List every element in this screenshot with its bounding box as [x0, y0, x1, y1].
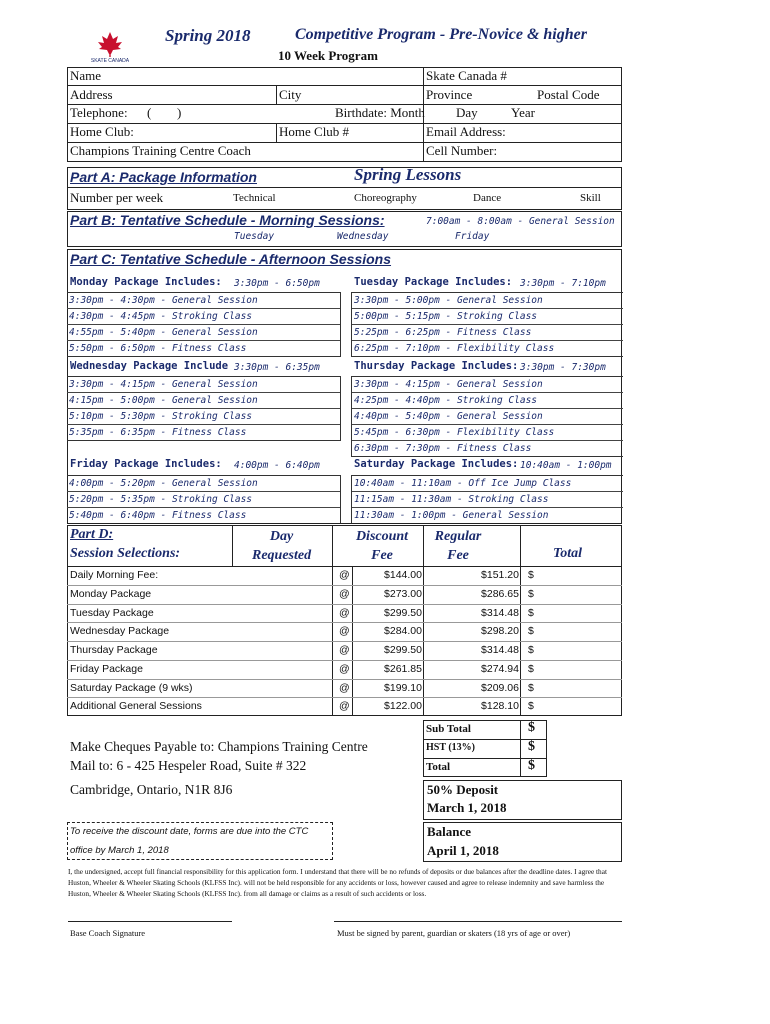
fee-row [68, 622, 622, 641]
at-symbol: @ [339, 625, 350, 638]
liability-statement: I, the undersigned, accept full financial responsibility for this application form. I understand that there will be no refunds of deposits or due balances after the deadline dates. I agree that Huston, Wheeler & Wheeler Skating Schools (KLFSS Inc). will not be held responsible for any accidents or loss, however caused and agree to release indemnity and save harmless the Huston, Wheeler & Wheeler Skating Schools (KLFSS Inc). from all damage or claims as a result of such accidents or loss. [68, 867, 607, 898]
discount-fee-value: $199.10 [384, 681, 422, 694]
discount-fee-value: $122.00 [384, 700, 422, 713]
birthdate-month-field[interactable]: Birthdate: Month [335, 105, 425, 120]
email-field[interactable]: Email Address: [426, 124, 506, 139]
birthdate-year-field[interactable]: Year [511, 105, 535, 120]
fee-row [68, 679, 622, 698]
subtotal-value[interactable]: $ [528, 720, 535, 735]
schedule-item: 5:50pm - 6:50pm - Fitness Class [69, 343, 247, 354]
schedule-item: 6:25pm - 7:10pm - Flexibility Class [354, 343, 555, 354]
total-currency[interactable]: $ [528, 569, 534, 581]
program-duration: 10 Week Program [278, 48, 378, 63]
total-currency[interactable]: $ [528, 681, 534, 694]
cell-number-field[interactable]: Cell Number: [426, 143, 498, 158]
schedule-item: 4:55pm - 5:40pm - General Session [67, 325, 340, 341]
total-currency[interactable]: $ [528, 625, 534, 638]
address-field[interactable]: Address [70, 87, 113, 102]
telephone-paren-close: ) [177, 105, 182, 120]
discount-fee-header [352, 527, 412, 565]
saturday-schedule[interactable] [351, 475, 623, 523]
monday-schedule[interactable] [67, 292, 341, 357]
friday-package-time: 4:00pm - 6:40pm [234, 460, 320, 471]
day-requested-input[interactable] [234, 588, 330, 602]
deposit-label: 50% Deposit [427, 782, 499, 797]
discount-note-line-2: office by March 1, 2018 [70, 845, 169, 856]
regular-fee-value: $314.48 [481, 606, 519, 619]
saturday-package-time: 10:40am - 1:00pm [520, 460, 612, 471]
subtotal-label: Sub Total [426, 723, 471, 735]
part-b-title: Part B: Tentative Schedule - Morning Sessions: [70, 212, 385, 228]
total-currency[interactable]: $ [528, 644, 534, 656]
total-label: Total [426, 761, 451, 773]
discount-fee-value: $299.50 [384, 606, 422, 619]
regular-fee-value: $298.20 [481, 625, 519, 638]
fee-row [68, 641, 622, 660]
discount-fee-value: $284.00 [384, 625, 422, 638]
schedule-item: 10:40am - 11:10am - Off Ice Jump Class [352, 476, 623, 492]
home-club-field[interactable]: Home Club: [70, 124, 134, 139]
schedule-item: 11:15am - 11:30am - Stroking Class [352, 492, 623, 508]
morning-general-session: 7:00am - 8:00am - General Session [426, 216, 615, 227]
regular-fee-header [428, 527, 488, 565]
spring-lessons-title: Spring Lessons [354, 165, 462, 184]
fee-row-label: Saturday Package (9 wks) [70, 681, 193, 694]
fee-row-label: Monday Package [70, 587, 152, 600]
regular-fee-line-2: Fee [447, 548, 469, 563]
discount-fee-value: $144.00 [384, 569, 422, 581]
skate-canada-number-field[interactable]: Skate Canada # [426, 68, 507, 83]
schedule-item: 4:30pm - 4:45pm - Stroking Class [67, 309, 340, 325]
schedule-item: 5:00pm - 5:15pm - Stroking Class [352, 309, 623, 325]
schedule-item: 5:10pm - 5:30pm - Stroking Class [67, 409, 340, 425]
parent-signature-line[interactable] [334, 921, 622, 922]
part-d-title: Part D: [70, 527, 114, 542]
schedule-item: 4:40pm - 5:40pm - General Session [352, 409, 623, 425]
schedule-item: 4:15pm - 5:00pm - General Session [67, 393, 340, 409]
coach-signature-label: Base Coach Signature [70, 928, 146, 938]
schedule-item: 4:25pm - 4:40pm - Stroking Class [352, 393, 623, 409]
balance-date: April 1, 2018 [427, 843, 499, 858]
telephone-field[interactable]: Telephone: [70, 105, 128, 120]
tuesday-package-time: 3:30pm - 7:10pm [520, 278, 606, 289]
discount-fee-line-1: Discount [355, 529, 409, 544]
regular-fee-value: $314.48 [481, 644, 519, 656]
discount-fee-value: $273.00 [384, 587, 422, 600]
day-requested-input[interactable] [234, 663, 330, 677]
schedule-item: 6:30pm - 7:30pm - Fitness Class [354, 443, 532, 454]
name-field[interactable]: Name [70, 68, 102, 83]
day-requested-header [252, 527, 311, 565]
at-symbol: @ [339, 681, 350, 694]
fee-row-label: Thursday Package [70, 644, 158, 656]
fee-row [68, 604, 622, 623]
discount-fee-value: $299.50 [384, 644, 422, 656]
day-requested-input[interactable] [234, 644, 330, 658]
fee-row-label: Daily Morning Fee: [70, 569, 159, 581]
telephone-paren-open: ( [147, 105, 152, 120]
saturday-package-title: Saturday Package Includes: [354, 458, 519, 470]
schedule-item: 5:40pm - 6:40pm - Fitness Class [69, 510, 247, 521]
at-symbol: @ [339, 644, 350, 656]
thursday-schedule[interactable] [351, 376, 623, 457]
at-symbol: @ [339, 606, 350, 619]
schedule-item: 11:30am - 1:00pm - General Session [354, 510, 549, 521]
coach-signature-line[interactable] [68, 921, 232, 922]
monday-package-title: Monday Package Includes: [70, 276, 222, 288]
day-requested-line-2: Requested [252, 548, 312, 563]
schedule-item: 3:30pm - 5:00pm - General Session [352, 293, 623, 309]
day-requested-input[interactable] [234, 569, 330, 583]
friday-package-title: Friday Package Includes: [70, 458, 222, 470]
thursday-package-title: Thursday Package Includes: [354, 360, 519, 372]
birthdate-day-field[interactable]: Day [456, 105, 478, 120]
total-currency[interactable]: $ [528, 662, 534, 675]
discount-note-line-1: To receive the discount date, forms are due into the CTC [70, 826, 309, 837]
dance-field[interactable]: Dance [473, 192, 502, 204]
schedule-item: 3:30pm - 4:15pm - General Session [352, 377, 623, 393]
session-selections-label: Session Selections: [70, 546, 181, 561]
balance-label: Balance [427, 824, 472, 839]
thursday-package-time: 3:30pm - 7:30pm [520, 362, 606, 373]
number-per-week-label: Number per week [70, 190, 164, 205]
total-value[interactable]: $ [528, 758, 535, 773]
fee-row-label: Additional General Sessions [70, 700, 202, 713]
hst-value[interactable]: $ [528, 739, 535, 754]
wednesday-package-title: Wednesday Package Include [70, 360, 229, 372]
schedule-item: 5:20pm - 5:35pm - Stroking Class [67, 492, 340, 508]
parent-signature-label: Must be signed by parent, guardian or skaters (18 yrs of age or over) [337, 928, 571, 938]
wednesday-package-time: 3:30pm - 6:35pm [234, 362, 320, 373]
schedule-item: 3:30pm - 4:15pm - General Session [67, 377, 340, 393]
regular-fee-value: $128.10 [481, 700, 519, 713]
program-title: Competitive Program - Pre-Novice & higher [295, 26, 587, 43]
regular-fee-value: $286.65 [481, 587, 519, 600]
home-club-number-field[interactable]: Home Club # [279, 124, 350, 139]
day-requested-line-1: Day [269, 529, 294, 544]
friday-schedule[interactable] [67, 475, 341, 523]
mail-city: Cambridge, Ontario, N1R 8J6 [70, 782, 233, 797]
schedule-item: 5:25pm - 6:25pm - Fitness Class [352, 325, 623, 341]
regular-fee-value: $151.20 [481, 569, 519, 581]
hst-label: HST (13%) [426, 742, 475, 753]
season-title: Spring 2018 [165, 26, 251, 45]
at-symbol: @ [339, 569, 350, 581]
schedule-item: 5:45pm - 6:30pm - Flexibility Class [352, 425, 623, 441]
city-field[interactable]: City [279, 87, 302, 102]
regular-fee-line-1: Regular [434, 529, 482, 544]
fee-row [68, 660, 622, 679]
day-requested-input[interactable] [234, 625, 330, 639]
fee-row [68, 585, 622, 604]
at-symbol: @ [339, 662, 350, 675]
total-currency[interactable]: $ [528, 587, 534, 600]
regular-fee-value: $274.94 [481, 662, 519, 675]
schedule-item: 4:00pm - 5:20pm - General Session [67, 476, 340, 492]
tuesday-package-title: Tuesday Package Includes: [354, 276, 513, 288]
province-field[interactable]: Province [426, 87, 473, 102]
technical-field[interactable]: Technical [233, 192, 276, 204]
skill-field[interactable]: Skill [580, 192, 601, 204]
total-currency[interactable]: $ [528, 700, 534, 713]
fee-row-label: Friday Package [70, 662, 143, 675]
postal-code-field[interactable]: Postal Code [537, 87, 600, 102]
monday-package-time: 3:30pm - 6:50pm [234, 278, 320, 289]
fee-row [68, 697, 622, 716]
discount-fee-line-2: Fee [371, 548, 393, 563]
at-symbol: @ [339, 587, 350, 600]
skate-canada-logo [80, 30, 140, 64]
morning-friday[interactable]: Friday [455, 231, 490, 242]
fee-row [68, 566, 622, 585]
schedule-item: 5:35pm - 6:35pm - Fitness Class [69, 427, 247, 438]
part-a-title: Part A: Package Information [70, 169, 257, 185]
schedule-item: 3:30pm - 4:30pm - General Session [67, 293, 340, 309]
morning-wednesday[interactable]: Wednesday [337, 231, 389, 242]
day-requested-input[interactable] [234, 607, 330, 621]
fee-row-label: Tuesday Package [70, 606, 154, 619]
discount-fee-value: $261.85 [384, 662, 422, 675]
day-requested-input[interactable] [234, 700, 330, 714]
deposit-date: March 1, 2018 [427, 800, 507, 815]
part-c-title: Part C: Tentative Schedule - Afternoon Sessions [70, 251, 392, 267]
tuesday-schedule[interactable] [351, 292, 623, 357]
mail-to-address: Mail to: 6 - 425 Hespeler Road, Suite # 322 [70, 758, 307, 773]
total-header: Total [553, 546, 583, 561]
fee-row-label: Wednesday Package [70, 625, 170, 638]
cheques-payable: Make Cheques Payable to: Champions Training Centre [70, 739, 368, 754]
morning-tuesday[interactable]: Tuesday [234, 231, 275, 242]
regular-fee-value: $209.06 [481, 681, 519, 694]
at-symbol: @ [339, 700, 350, 713]
svg-text:SKATE CANADA: SKATE CANADA [90, 58, 130, 64]
day-requested-input[interactable] [234, 682, 330, 696]
wednesday-schedule[interactable] [67, 376, 341, 441]
coach-field[interactable]: Champions Training Centre Coach [70, 143, 251, 158]
total-currency[interactable]: $ [528, 606, 534, 619]
choreography-field[interactable]: Choreography [354, 192, 417, 204]
